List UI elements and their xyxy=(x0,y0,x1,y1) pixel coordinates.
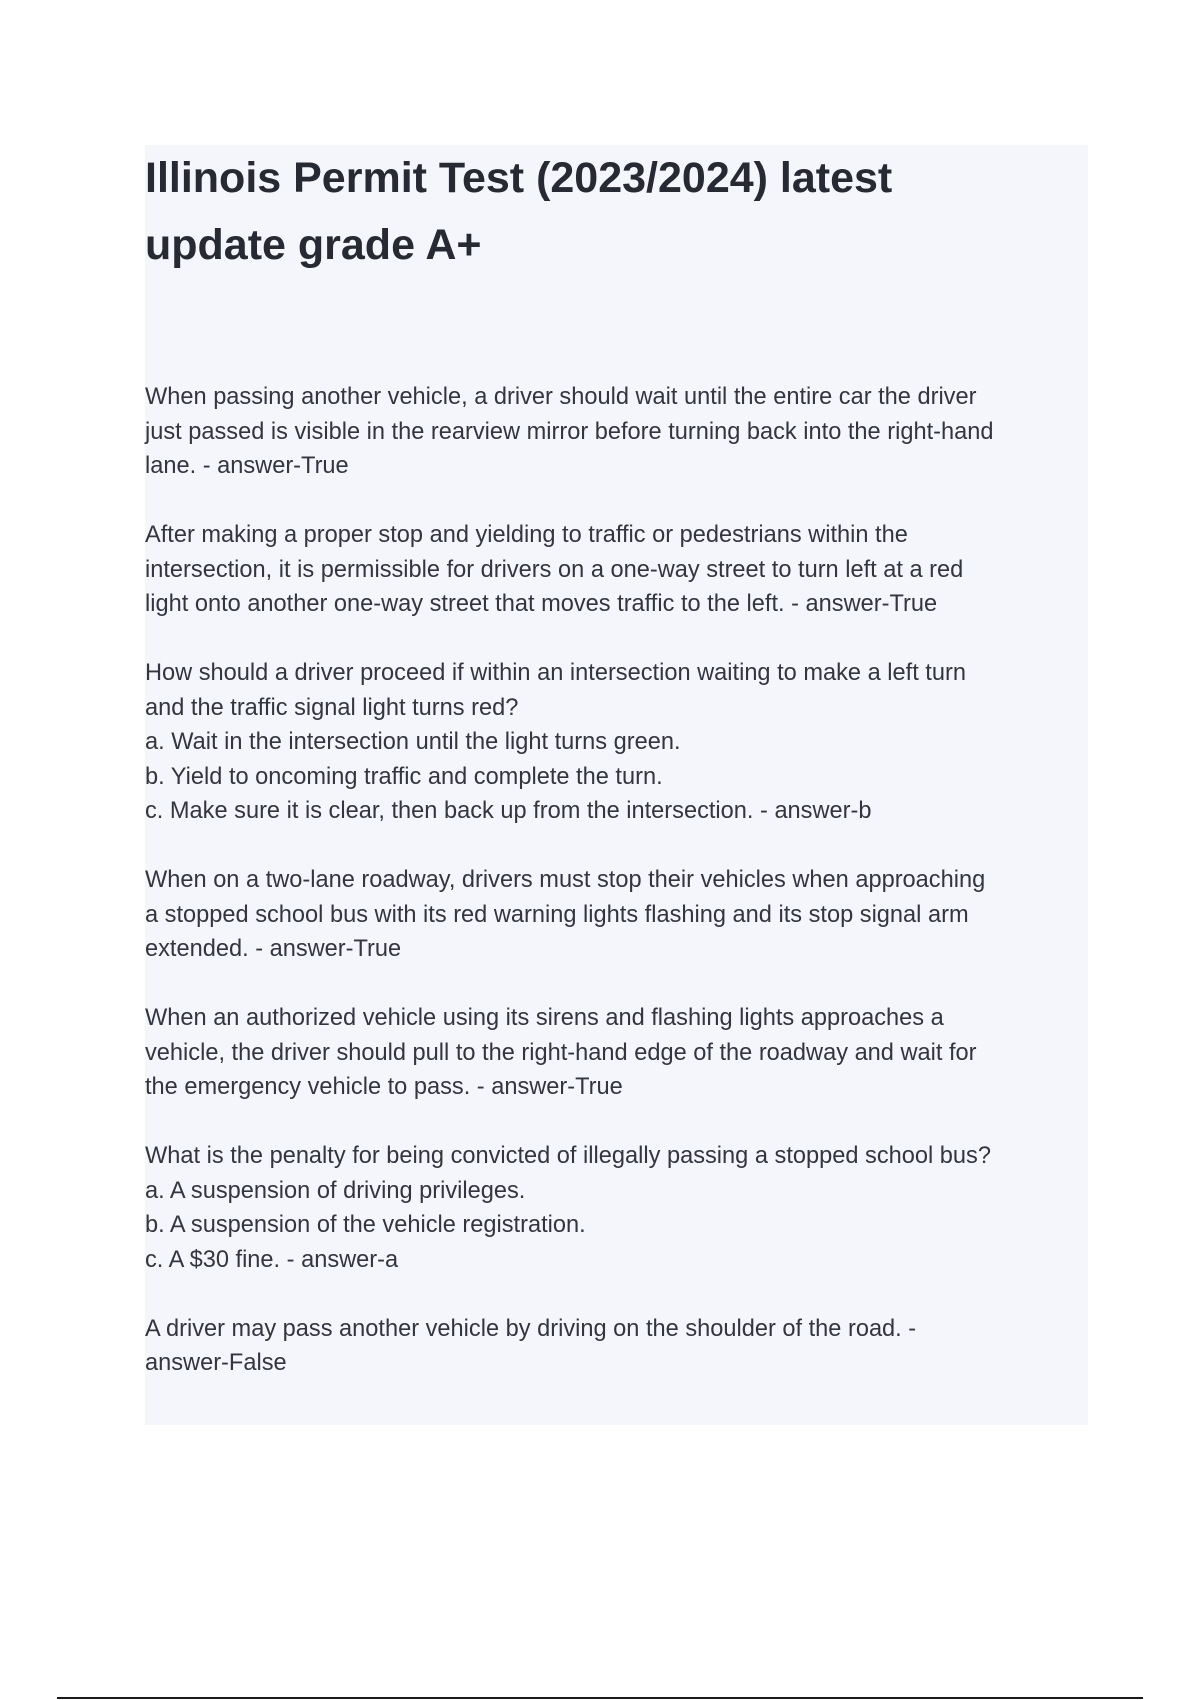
document-title: Illinois Permit Test (2023/2024) latest update grade A+ xyxy=(145,154,893,269)
question-list xyxy=(145,380,1088,1415)
question-item-3: How should a driver proceed if within an intersection waiting to make a left turn and the traffic signal light turns red? a. Wait in the intersection until the light turns green. b. Yield to oncoming traffic and complete the turn. c. Make sure it is clear, then back up from the intersection. - answer-b xyxy=(145,660,966,824)
question-item-5: When an authorized vehicle using its sirens and flashing lights approaches a vehicle, the driver should pull to the right-hand edge of the roadway and wait for the emergency vehicle to pass. - answer-True xyxy=(145,1005,977,1100)
question-item-4: When on a two-lane roadway, drivers must stop their vehicles when approaching a stopped school bus with its red warning lights flashing and its stop signal arm extended. - answer-True xyxy=(145,867,986,962)
question-item-1: When passing another vehicle, a driver should wait until the entire car the driver just passed is visible in the rearview mirror before turning back into the right-hand lane. - answer-True xyxy=(145,384,994,479)
question-item-6: What is the penalty for being convicted of illegally passing a stopped school bus? a. A suspension of driving privileges. b. A suspension of the vehicle registration. c. A $30 fine. - answer-a xyxy=(145,1143,991,1273)
question-item-7: A driver may pass another vehicle by driving on the shoulder of the road. - answer-False xyxy=(145,1315,917,1376)
page-bottom-divider xyxy=(57,1697,1143,1699)
document-content xyxy=(145,145,1088,1425)
question-item-2: After making a proper stop and yielding to traffic or pedestrians within the intersection, it is permissible for drivers on a one-way street to turn left at a red light onto another one-way street that moves traffic to the left. - answer-True xyxy=(145,522,964,617)
